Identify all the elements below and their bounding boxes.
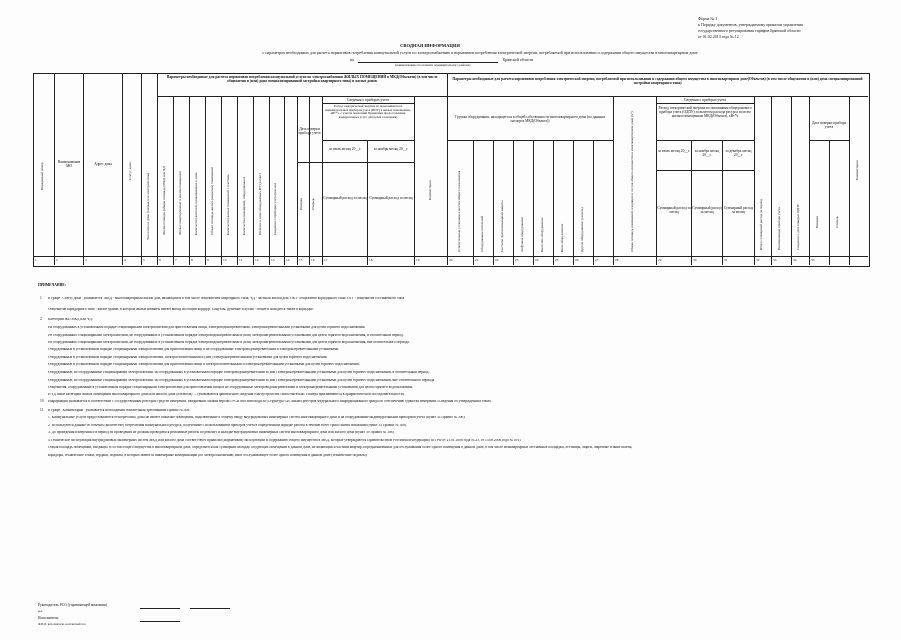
- row-divider: [656, 170, 754, 171]
- equipment-item: Насосное оборудование: [540, 217, 544, 252]
- col-r-name: Наименование прибора учета: [777, 207, 781, 250]
- col-total: Дата поверки прибора учета: [298, 127, 321, 136]
- col-divider: [791, 96, 792, 265]
- row-divider: [157, 96, 447, 97]
- column-number: 19: [416, 258, 420, 262]
- note-line: В графе "Комментарии" указывается необходимая обязательная требованиям Правил № 306:: [48, 409, 191, 412]
- col-divider: [189, 96, 190, 265]
- col-divider: [613, 96, 614, 265]
- metering-left-header: Сведения о приборах учета: [347, 98, 389, 102]
- column-number: 17: [324, 258, 328, 262]
- col-divider: [754, 96, 755, 265]
- col-type: Тип плиты в доме (газовая или электрическая): [146, 172, 150, 240]
- col-divider: [173, 96, 174, 265]
- col-address: Адрес дома: [94, 162, 112, 166]
- col-divider: [157, 73, 158, 265]
- signatory-label: Руководитель РСО (управляющей компании): [38, 603, 108, 607]
- col-kitchen: Общая площадь жилых (нежилых) помещений: [210, 167, 214, 235]
- column-number: 29: [658, 258, 662, 262]
- column-number: 35: [811, 258, 815, 262]
- column-number: 26: [575, 258, 579, 262]
- executor-sub: Ф.И.О. исполнителя, контактный тел.: [38, 622, 87, 626]
- col-divider: [722, 140, 723, 265]
- col-divider: [593, 140, 594, 265]
- note-line: 1. Коммунальные услуги предоставляются бесперебойно, дома не имеют пожилые помещения, подключенные к общему вводу внутридомовых инженерных систем многоквартирного дома и на оборудованные индивидуальными приборами учета (пункт 33 Правил № 306).: [48, 416, 466, 419]
- column-number: 14: [286, 258, 290, 262]
- note-line: Общежития, оборудованные в установленном порядке стационарными электроплитами для приготовления пищи и не оборудованные электроводонагревателями и электронагревательными установками для целей горячего водоснабжения.: [48, 386, 413, 389]
- note-line: Категории ЖП МКД или ЧД:: [48, 318, 93, 321]
- col-r-check: Поверка: [815, 215, 819, 228]
- left-sub-queue: Очередь: [311, 197, 315, 210]
- note-line: 4.Техническое эксплуатация внутридомовых инженерных систем МКД или жилого дома соответствует правилам (нормативам) эксплуатации и содержанию общего имущества в МКД, которые утверждаются Правительством Российской Федерации (ПП РФ от 21.01.2006 года № 25, от 13.08.2006 года № 491).: [48, 439, 522, 442]
- col-heating: Количество помещений, оборудованных: [242, 176, 246, 235]
- column-number: 34: [793, 258, 797, 262]
- column-number: 22: [495, 258, 499, 262]
- col-divider: [122, 73, 123, 265]
- column-number: 28: [615, 258, 619, 262]
- col-comment-left: Комментарии: [428, 180, 432, 200]
- col-divider: [221, 96, 222, 265]
- region-name: Брянской области: [503, 57, 534, 62]
- column-number: 20: [449, 258, 453, 262]
- note-line: И т.д. иные категории жилых помещений многоквартирного дома или жилого дома (объектов)' ... (указываются фактические сведения благоустройства самостоятельно. Номера присваиваются в арифметической последовательности).: [48, 393, 405, 396]
- document-title: СВОДНАЯ ИНФОРМАЦИЯ: [400, 43, 460, 48]
- col-divider: [205, 96, 206, 265]
- col-install: Расход электрической энергии по показаниям всех индивидуальных приборов учета (ИПУ) в жилых помещениях, кВт*ч, с учетом показаний Правилами предоставления коммунальных услуг для целей отопления): [325, 104, 411, 120]
- col-sum2: Суммарный расход за месяц: [369, 196, 413, 200]
- note-line: коридоры, технические этажи, чердаки, подвалы, в которых имеются инженерные коммуникации (по электроснабжению, иное обслуживающее более одного помещения в данном доме (технические подвалы): [48, 454, 367, 457]
- form-number: Форма № 1: [698, 16, 718, 21]
- col-mo: Наименование МО: [57, 160, 81, 169]
- col-r-meter: Дата поверки прибора учета: [811, 121, 847, 130]
- col-divider: [533, 140, 534, 265]
- col-divider: [829, 140, 830, 265]
- col-divider: [493, 140, 494, 265]
- col-r-comment: Комментарии: [855, 160, 859, 180]
- form-header-date: от 01.02.2013 года № 12: [698, 34, 739, 39]
- document-subtitle: о параметрах необходимых для расчета нормативов потребления коммунальной услуги по электроснабжению и нормативов потребления электрической энергии, потребляемой при использовании и содержании общего имущества в многоквартирном доме: [262, 50, 698, 55]
- col-r-sum2: Суммарный расход за месяц: [692, 206, 722, 215]
- note-line: Общая площадь помещений, входящих в состав общего имущества в многоквартирном доме, определяется как суммарная площадь следующих помещений в данном доме, не являющихся частями квартир и предназначенных для обслуживания более одного помещения в данном доме, в том числе межквартирные лестничные площадки, лестницы, лифты, лифтовые и иные шахты,: [48, 446, 633, 449]
- col-divider: [691, 140, 692, 265]
- column-number: 32: [756, 258, 760, 262]
- col-rooms: Жилых квартир/комнат в жилом помещении: [178, 170, 182, 235]
- note-line: 3. До проведения измерений и в период их проведения не должны проводиться ремонтные работы по ремонту и наладке внутридомовых инженерных систем многоквартирного дома или жилого дома (пункт 39 Правил № 306).: [48, 431, 395, 434]
- col-equipment: Группы оборудования, находящегося в общей собственности многоквартирного дома (по данным паспорта МКД(Объекта)): [455, 115, 605, 124]
- col-divider: [447, 73, 448, 265]
- col-r-sum3: Суммарный расход за месяц: [723, 206, 754, 215]
- col-divider: [284, 96, 285, 265]
- column-number: 9: [207, 258, 209, 262]
- row-divider: [656, 140, 754, 141]
- row-divider: [297, 162, 414, 163]
- col-divider: [771, 96, 772, 265]
- equipment-item: Оборудование котельной: [480, 215, 484, 252]
- col-divider: [253, 96, 254, 265]
- note-line: На оборудованных в установленном порядке стационарными электроплитами для приготовления пищи, электроводонагревателями, электронагревательными установками для целей горячего водоснабжения.: [48, 326, 366, 329]
- column-number: 24: [535, 258, 539, 262]
- col-divider: [297, 96, 298, 265]
- col-r-end: за декабрь месяц 20__г.: [725, 149, 752, 158]
- note-line: Оборудованные в установленном порядке стационарными электроплитами для приготовления пищи и не оборудованные электроводонагревателями и электронагревательными установками.: [48, 348, 340, 351]
- column-number: 11: [239, 258, 243, 262]
- region-caption: (наименование поселения, муниципального района): [395, 63, 471, 67]
- equipment-item: Другое оборудование (указать): [580, 207, 584, 252]
- column-number: 23: [515, 258, 519, 262]
- col-meter-type: Сведения о приборах учета (кол-во): [273, 183, 277, 235]
- left-sub-check: Поверка: [299, 197, 303, 210]
- column-number: 27: [595, 258, 599, 262]
- note-line: Оборудованные в установленном порядке стационарными электроплитами, электроотопительными и (или) электронагревательными установками для целей горячего водоснабжения.: [48, 356, 328, 359]
- col-divider: [573, 140, 574, 265]
- column-number: 6: [159, 258, 161, 262]
- col-r-verify: Сведения о дате поверки ОДПУ: [796, 203, 800, 250]
- column-number: 21: [475, 258, 479, 262]
- column-number: 7: [175, 258, 177, 262]
- col-end: за ноябрь месяц 20__г.: [373, 147, 409, 151]
- column-number: 5: [143, 258, 145, 262]
- column-number: 13: [271, 258, 275, 262]
- row-divider: [447, 140, 613, 141]
- note-marker: 2: [40, 317, 42, 321]
- note-line: Информация указывается в соответствии с Государственным реестром средств измерений. ежедневной онлайн версии ГРСИ info.metrologu.ru (Структура СИ. анализ реестров Федерального Информационного фонда по обеспечению единства измерений «Сведения об утвержденных типах: [48, 400, 491, 403]
- note-line: 2. Используются данные об объемах (количестве) потребления коммунального ресурса, полученные с использованием приборов учета в определенном порядке работы в течение всего срока снятия показаний (пункт 35 Правил № 306).: [48, 424, 408, 427]
- note-line: Оборудованные в установленном порядке стационарными электроплитами для приготовления пищи и электроотопительными и электронагревательными установками для целей горячего водоснабжения.: [48, 363, 360, 366]
- col-r-mid: за ноябрь месяц 20__г.: [694, 149, 720, 158]
- signatory-sub: м.п.: [38, 609, 44, 613]
- col-divider: [141, 73, 142, 265]
- row-divider: [656, 103, 754, 104]
- note-line: Не оборудованных стационарными электроплитами, не оборудованных в установленном порядке электроводонагревателями и (или) электронагревательными установками для целей горячего водоснабжения, и отопительной период.: [48, 334, 404, 337]
- col-divider: [656, 96, 657, 265]
- column-number: 25: [555, 258, 559, 262]
- note-line: Оборудованные, не оборудованные стационарными электроплитами, но оборудованных в установленном порядке электроводонагревателями и (или) электронагревательными установками для целей горячего водоснабжения, вне отопительного периода.: [48, 379, 436, 382]
- executor-label: Исполнитель:: [38, 616, 60, 620]
- column-number: 4: [124, 258, 126, 262]
- column-number: 33: [773, 258, 777, 262]
- column-number: 31: [724, 258, 728, 262]
- col-odpu: Расход электрической энергии по показаниям общедомового прибора учета (ОДПУ) за вычетом расхода ресурса по всем жилым помещениям МКД(Объекта), кВт*ч: [658, 106, 752, 119]
- form-header-line: к Порядку документов, утверждаемому приказом управления: [698, 22, 803, 27]
- col-power: Количество жилых помещений с плитами: [226, 174, 230, 235]
- col-divider: [309, 96, 310, 265]
- col-divider: [553, 140, 554, 265]
- equipment-item: Осветительные установки в местах общего пользования: [457, 170, 461, 252]
- group-header-living: Параметры необходимые для расчета нормативов потребления коммунальной услуги по электроснабжению ЖИЛЫХ ПОМЕЩЕНИЙ в МКД(Объектов) (в том числе общежития и (или) дома специализированной застройки квартирного типа) и жилых домов: [166, 75, 438, 84]
- note-line: Общежитие коридорного типа - жилое здание, в котором жилые комнаты имеют выход на общий коридор. Санузлы, душевые и кухни - общие и находятся также в коридоре.: [48, 308, 314, 311]
- equipment-item: Лифтовое оборудование: [520, 217, 524, 252]
- region-prefix: по: [350, 57, 355, 62]
- form-header-line: государственного регулирования тарифов Брянской области: [698, 28, 801, 33]
- col-r-total: Итого суммарный расход за период: [759, 198, 763, 250]
- column-number: 15: [299, 258, 303, 262]
- column-number: 16: [311, 258, 315, 262]
- col-divider: [83, 73, 84, 265]
- col-divider: [322, 96, 323, 265]
- col-divider: [513, 140, 514, 265]
- note-marker: 10: [40, 399, 44, 403]
- row-divider: [322, 140, 414, 141]
- column-number: 2: [56, 258, 58, 262]
- group-header-common: Параметры необходимые для расчета нормативов потребления электрической энергии, потребляемой при использовании и содержании общего имущества в многоквартирном доме(Объектов) (в том числе общежития и (или) дома специализированной застройки квартирного типа): [452, 77, 863, 86]
- row-divider: [809, 140, 849, 141]
- col-divider: [54, 73, 55, 265]
- col-sum1: Суммарный расход за месяц: [323, 196, 367, 200]
- col-divider: [473, 140, 474, 265]
- col-r-sum1: Суммарный расход за месяц: [657, 206, 691, 215]
- column-number: 8: [191, 258, 193, 262]
- column-number: 12: [255, 258, 259, 262]
- note-line: В графе "Статус дома" указывается: МКД - многоквартирный жилой дом, являющийся в том числе общежитием квартирного типа; ЧД - частный жилой дом; ОКТ- общежитие коридорного типа; ОГТ - общежитие гостиничного типа: [48, 297, 405, 300]
- column-number: 10: [223, 258, 227, 262]
- equipment-item: Иное оборудование: [560, 223, 564, 252]
- column-number: 3: [85, 258, 87, 262]
- col-divider: [237, 96, 238, 265]
- equipment-item: Системы противопожарной защиты: [500, 200, 504, 252]
- column-number: 18: [369, 258, 373, 262]
- signature-line: [140, 621, 180, 622]
- note-line: Не оборудованных стационарными электроплитами, не оборудованных в установленном порядке электроводонагревателями и (или) электронагревательными установками для целей горячего водоснабжения, вне отопительного периода.: [48, 341, 410, 344]
- column-number: 30: [693, 258, 697, 262]
- metering-right-header: Сведения о приборах учета: [684, 98, 726, 102]
- signature-line: [140, 608, 180, 609]
- col-r-start: за июль месяц 20__г.: [658, 149, 690, 153]
- note-line: Оборудованные, не оборудованные стационарными электроплитами, но оборудованных в установленном порядке электроводонагревателями и (или) электронагревательными установками для целей горячего водоснабжения, в отопительный период.: [48, 371, 430, 374]
- col-no: Порядковый номер: [40, 162, 44, 190]
- col-status: Статус дома: [128, 162, 132, 180]
- row-divider: [447, 96, 868, 97]
- col-period: Наличие в доме общедомовых ПУ (да/нет): [258, 173, 262, 235]
- col-r-queue: Очередь: [835, 215, 839, 228]
- note-marker: 1: [40, 296, 42, 300]
- row-divider: [33, 256, 868, 257]
- notes-heading: ПРИМЕЧАНИЕ:: [38, 283, 66, 287]
- col-divider: [367, 140, 368, 265]
- col-start: за июль месяц 20__г.: [329, 147, 361, 151]
- col-area-common: Общая площадь помещений, входящих в состав общего имущества в многоквартирном доме (м²): [630, 111, 634, 252]
- col-living: Жилая площадь (общая площадь) МКД или ЧД: [162, 166, 166, 235]
- note-marker: 11: [40, 408, 44, 412]
- col-divider: [269, 96, 270, 265]
- col-divider: [849, 96, 850, 265]
- column-number: 1: [35, 258, 37, 262]
- col-divider: [414, 96, 415, 265]
- col-residents: Количество жителей, проживающих в доме: [194, 172, 198, 235]
- signature-line: [190, 608, 230, 609]
